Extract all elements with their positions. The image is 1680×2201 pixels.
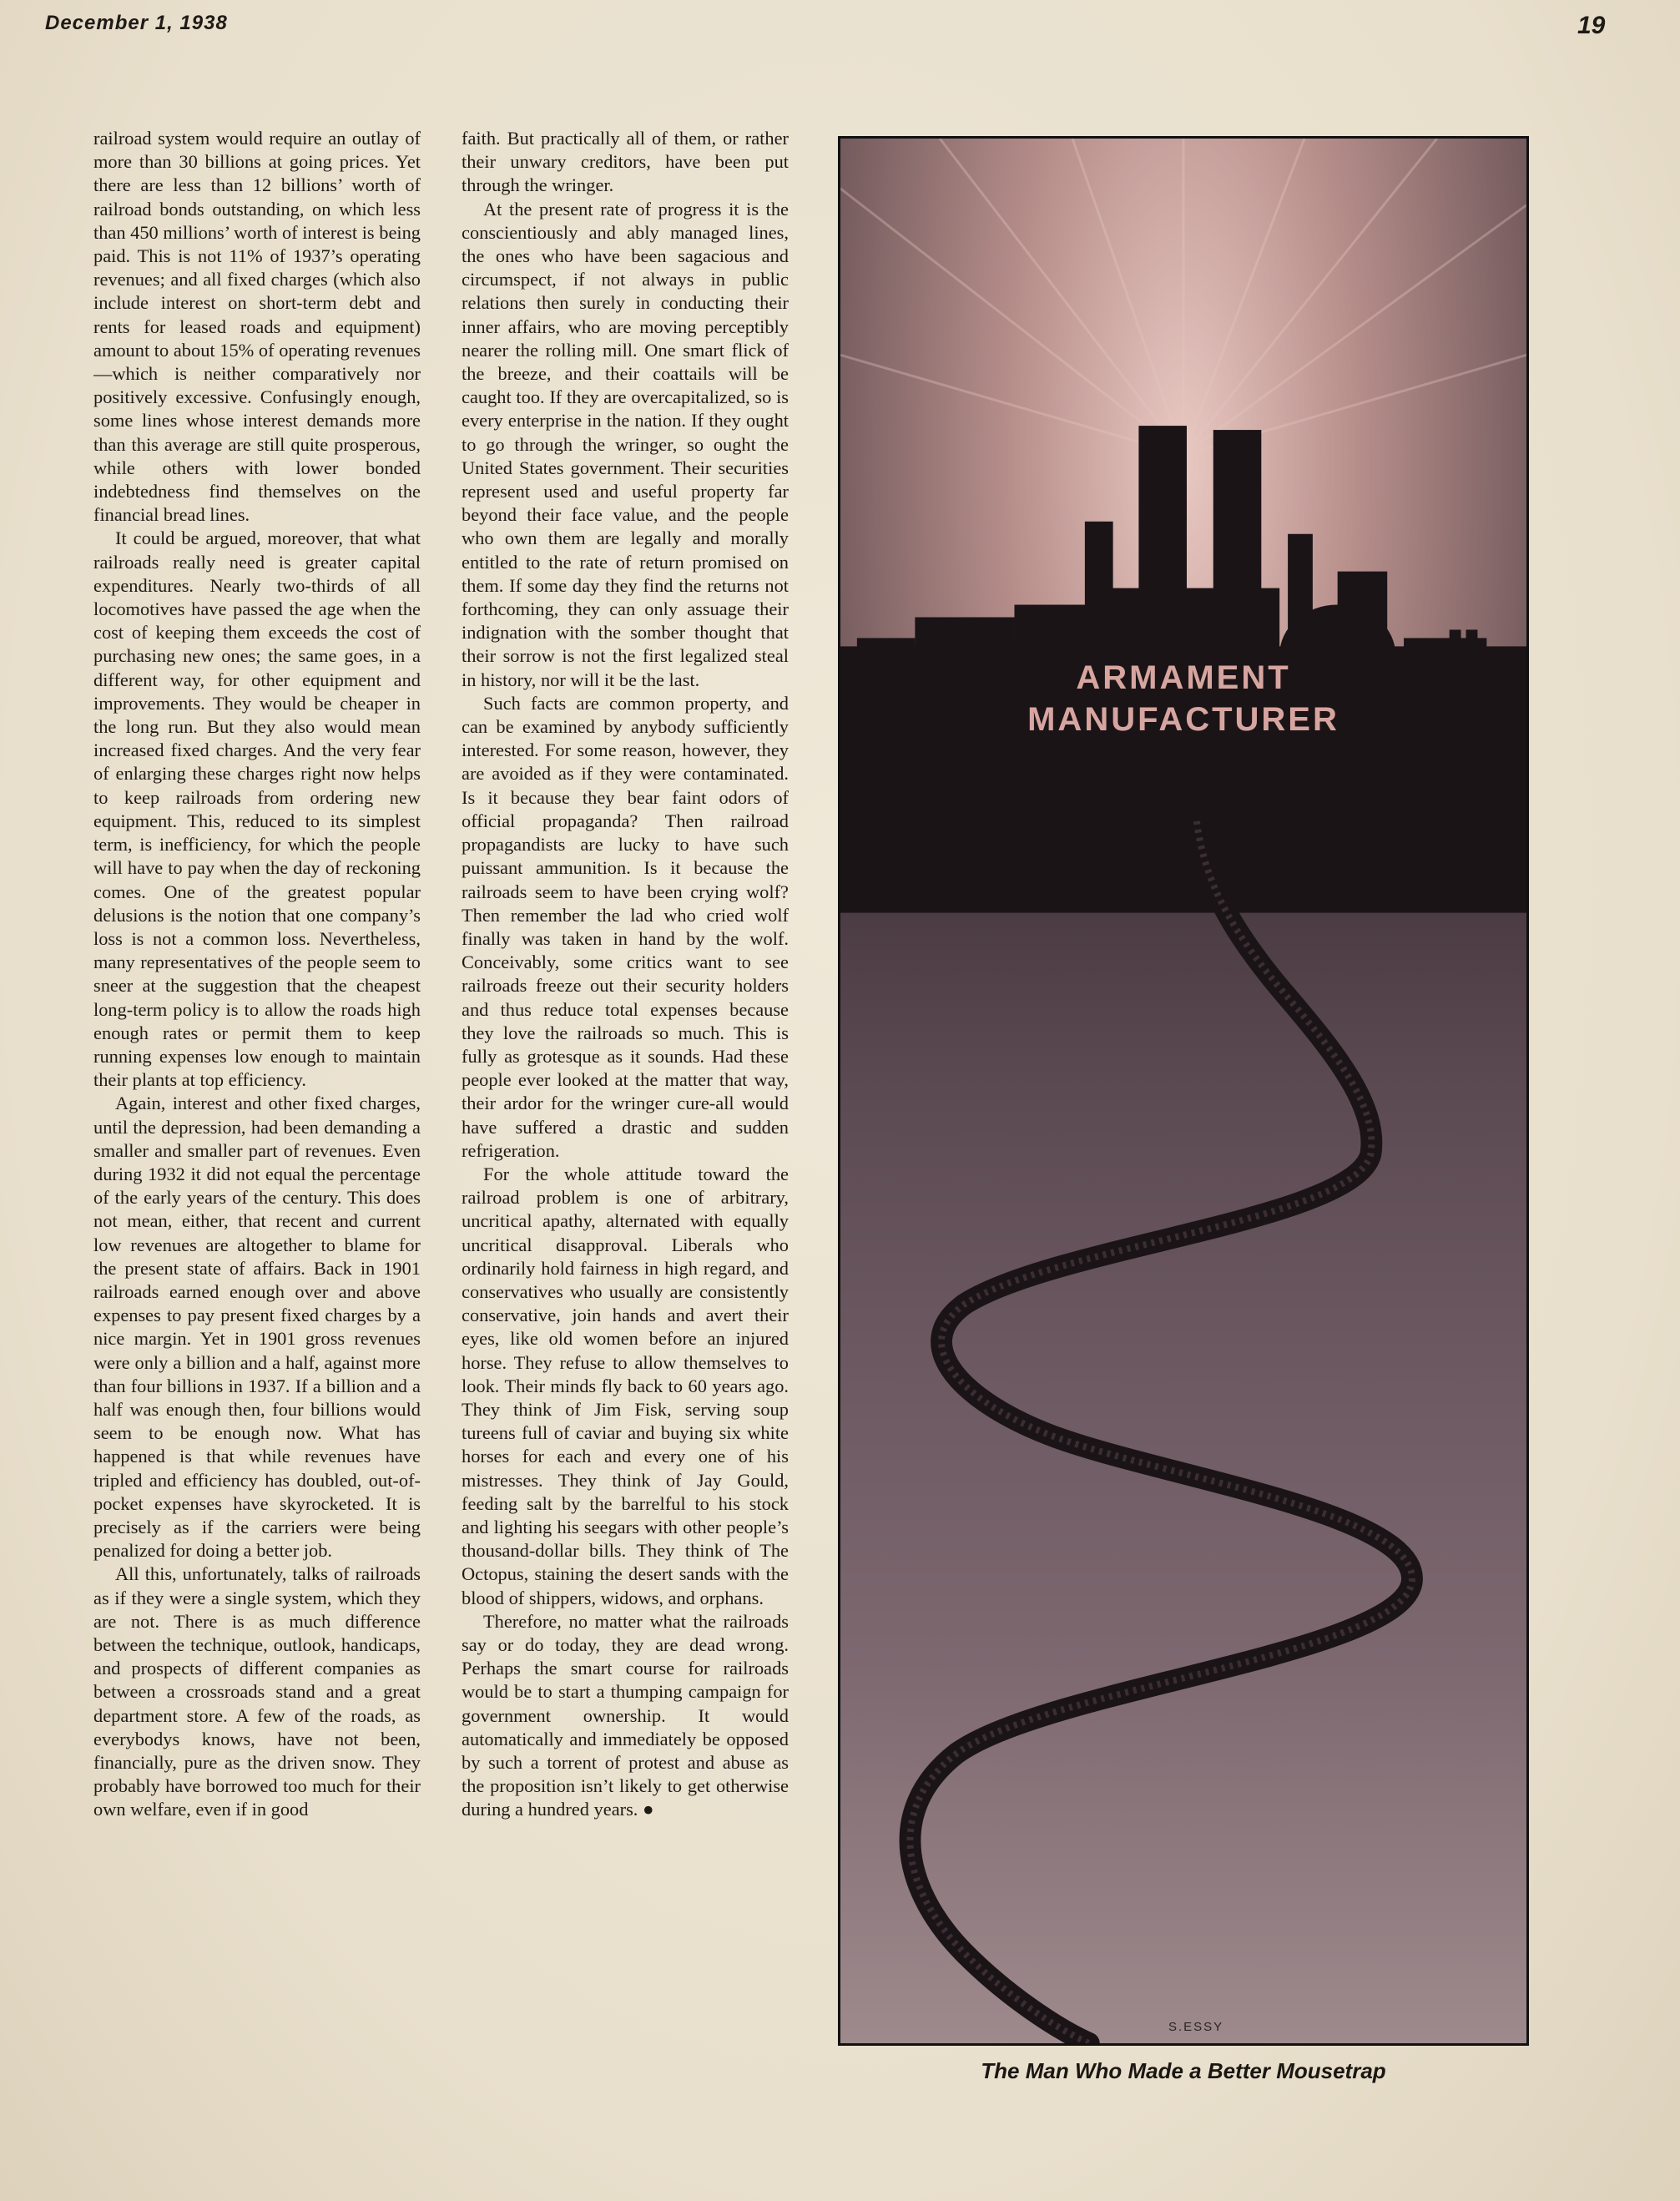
paragraph: At the present rate of progress it is the conscientiously and ably managed lines, the ones who have been sagacious and circumspect, if not always in public relations then surely in conducting their inner affairs, who are moving perceptibly nearer the rolling mill. One smart flick of the breeze, and their coattails will be caught too. If they are overcapitalized, so is every enterprise in the nation. If they ought to go through the wringer, so ought the United States government. Their securities represent used and useful property far beyond their face value, and the people who own them are legally and morally entitled to the rate of return promised on them. If some day they find the returns not forthcoming, they can only assuage their indignation with the somber thought that their sorrow is not the first legalized steal in history, nor will it be the last. bbox=[462, 198, 789, 690]
ground bbox=[840, 771, 1526, 2043]
paragraph: All this, unfortunately, talks of railroads as if they were a single system, which they are not. There is as much difference between the technique, outlook, handicaps, and prospects of different companies as between a crossroads stand and a great department store. A few of the roads, as everybodys knows, have not been, financially, pure as the driven snow. They probably have borrowed too much for their own welfare, even if in good bbox=[93, 1563, 421, 1820]
paragraph: faith. But practically all of them, or rather their unwary creditors, have been put through the wringer. bbox=[462, 128, 789, 196]
paragraph: Therefore, no matter what the railroads say or do today, they are dead wrong. Perhaps the smart course for railroads would be to start a thumping campaign for government ownership. It would automatically and immediately be opposed by such a torrent of protest and abuse as the proposition isn’t likely to get otherwise during a hundred years. ● bbox=[462, 1610, 789, 1820]
paragraph: Again, interest and other fixed charges, until the depression, had been demanding a smaller and smaller part of revenues. Even during 1932 it did not equal the percentage of the early years of the century. This does not mean, either, that recent and current low revenues are altogether to blame for the present state of affairs. Back in 1901 railroads earned enough over and above expenses to pay present fixed charges by a nice margin. Yet in 1901 gross revenues were only a billion and a half, against more than four billions in 1937. If a billion and a half was enough then, four billions would seem to be enough now. What has happened is that while revenues have tripled and efficiency has doubled, out-of-pocket expenses have skyrocketed. It is precisely as if the carriers were being penalized for doing a better job. bbox=[93, 1093, 421, 1562]
issue-date: December 1, 1938 bbox=[45, 12, 228, 34]
article-column-1 bbox=[93, 127, 421, 2047]
paragraph: Such facts are common property, and can be examined by anybody sufficiently interested. For some reason, however, they are avoided as if they were contaminated. Is it because they bear faint odors of official propaganda? Then railroad propagandists are lucky to have such puissant ammunition. Is it because the railroads seem to have been crying wolf? Then remember the lad who cried wolf finally was taken in hand by the wolf. Conceivably, some critics want to see railroads freeze out their security holders and thus reduce total expenses because they love the railroads so much. This is fully as grotesque as it sounds. Had these people ever looked at the matter that way, their ardor for the wringer cure-all would have suffered a drastic and sudden refrigeration. bbox=[462, 692, 789, 1161]
paragraph: It could be argued, moreover, that what railroads really need is greater capital expenditures. Nearly two-thirds of all locomotives have passed the age when the cost of keeping them exceeds the cost of purchasing new ones; the same goes, in a different way, for other equipment and improvements. They would be cheaper in the long run. But they also would mean increased fixed charges. And the very fear of enlarging these charges right now helps to keep railroads from ordering new equipment. This, reduced to its simplest term, is inefficiency, for which the people will have to pay when the day of reckoning comes. One of the greatest popular delusions is the notion that one company’s loss is not a common loss. Nevertheless, many representatives of the people seem to sneer at the suggestion that the cheapest long-term policy is to allow the roads high enough rates or permit them to keep running expenses low enough to maintain their plants at top efficiency. bbox=[93, 528, 421, 1091]
cartoon-illustration bbox=[838, 136, 1529, 2046]
article-column-2 bbox=[462, 127, 789, 2047]
page-number: 19 bbox=[1577, 12, 1606, 39]
paragraph: railroad system would require an outlay of more than 30 billions at going prices. Yet there are less than 12 billions’ worth of railroad bonds outstanding, on which less than 450 millions’ worth of interest is being paid. This is not 11% of 1937’s operating revenues; and all fixed charges (which also include interest on short-term debt and rents for leased roads and equipment) amount to about 15% of operating revenues—which is neither comparatively nor positively excessive. Confusingly enough, some lines whose interest demands more than this average are still quite prosperous, while others with lower bonded indebtedness find themselves on the financial bread lines. bbox=[93, 128, 421, 526]
factory-label-armament: ARMAMENT bbox=[1076, 659, 1291, 696]
cartoon-svg bbox=[840, 139, 1526, 2043]
artist-signature: S.ESSY bbox=[1168, 2020, 1224, 2034]
factory-label-manufacturer: MANUFACTURER bbox=[1027, 701, 1339, 738]
paragraph: For the whole attitude toward the railroad problem is one of arbitrary, uncritical apathy, alternated with equally uncritical disapproval. Liberals who ordinarily hold fairness in high regard, and conservatives who usually are consistently conservative, join hands and avert their eyes, like old women before an injured horse. They refuse to allow themselves to look. Their minds fly back to 60 years ago. They think of Jim Fisk, serving soup tureens full of caviar and buying six white horses for each and every one of his mistresses. They think of Jay Gould, feeding salt by the barrelful to his stock and lighting his seegars with other people’s thousand-dollar bills. They think of The Octopus, staining the desert sands with the blood of shippers, widows, and orphans. bbox=[462, 1163, 789, 1608]
illustration-caption: The Man Who Made a Better Mousetrap bbox=[981, 2058, 1386, 2083]
